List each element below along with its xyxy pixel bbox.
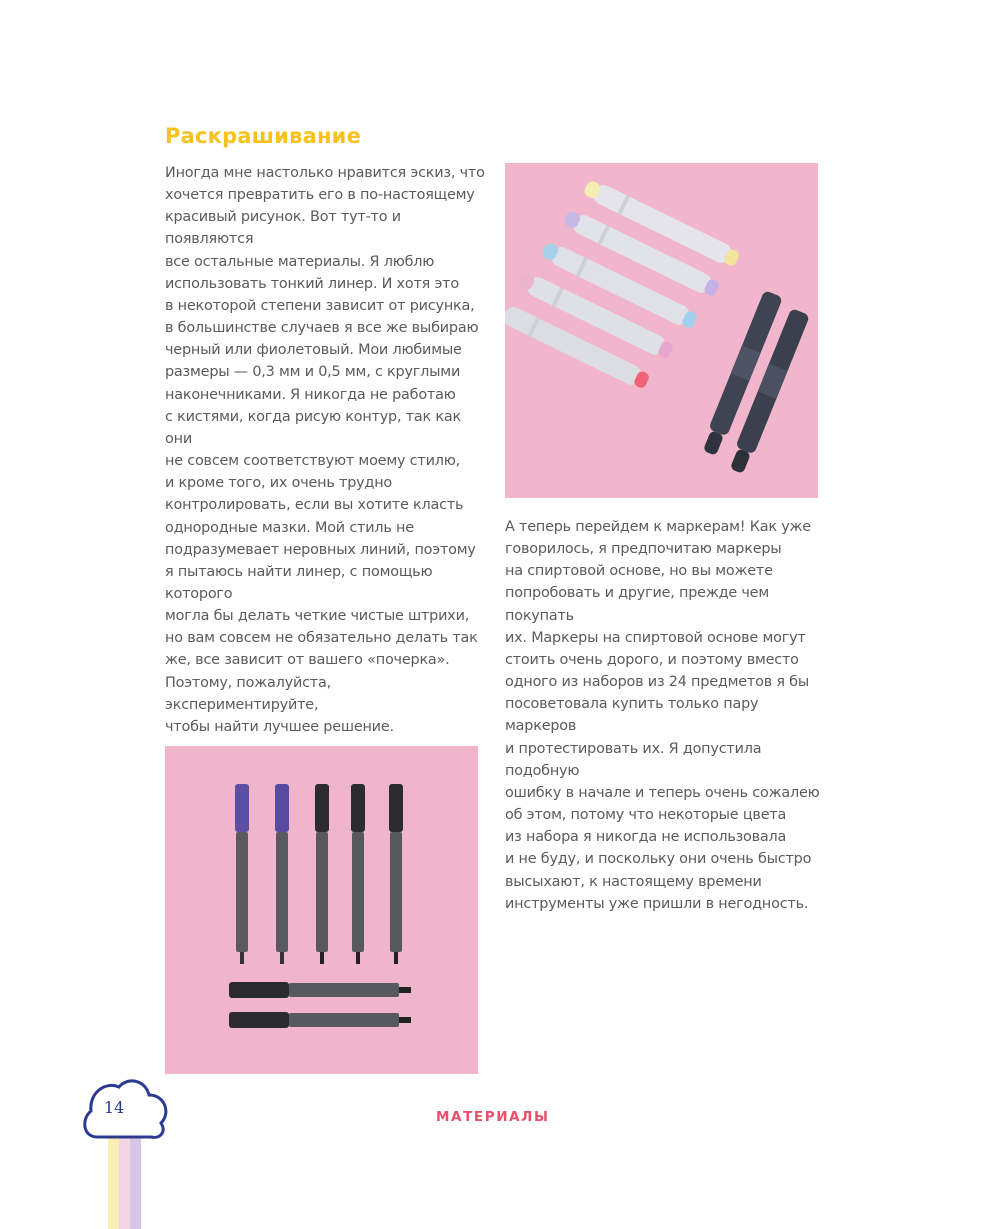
- body-paragraph-right: А теперь перейдем к маркерам! Как уже говорилось, я предпочитаю маркеры на спиртовой основе, но вы можете попробовать и другие, прежде чем покупать их. Маркеры на спиртовой основе могут стоить очень дорого, и поэтому вместо одного из наборов из 24 предметов я бы посоветовала купить только пару маркеров и протестировать их. Я допустила подобную ошибку в начале и теперь очень сожалею об этом, потому что некоторые цвета из набора я никогда не использовала и не буду, и поскольку они очень быстро высыхают, к настоящему времени инструменты уже пришли в негодность.: [505, 519, 820, 912]
- liner-horizontal-2: [229, 1012, 411, 1028]
- stripe-pink: [119, 1137, 130, 1229]
- liner-purple-1: [235, 784, 249, 964]
- liner-black-3: [389, 784, 403, 964]
- stripe-yellow: [108, 1137, 119, 1229]
- photo-alcohol-markers: [505, 163, 818, 498]
- body-paragraph-left: Иногда мне настолько нравится эскиз, что хочется превратить его в по-настоящему красивый рисунок. Вот тут-то и появляются все остальные материалы. Я люблю использовать тонкий линер. И хотя это в некоторой степени зависит от рисунка, в большинстве случаев я все же выбираю черный или фиолетовый. Мои любимые размеры — 0,3 мм и 0,5 мм, с круглыми наконечниками. Я никогда не работаю с кистями, когда рисую контур, так как они не совсем соответствуют моему стилю, и кроме того, их очень трудно контролировать, если вы хотите класть однородные мазки. Мой стиль не подразумевает неровных линий, поэтому я пытаюсь найти линер, с помощью которого могла бы делать четкие чистые штрихи, но вам совсем не обязательно делать так же, все зависит от вашего «почерка». Поэтому, пожалуйста, экспериментируйте, чтобы найти лучшее решение.: [165, 165, 485, 735]
- liner-black-2: [351, 784, 365, 964]
- section-label: МАТЕРИАЛЫ: [436, 1109, 550, 1125]
- stripe-lilac: [130, 1137, 141, 1229]
- section-heading: Раскрашивание: [165, 124, 362, 148]
- liner-horizontal-1: [229, 982, 411, 998]
- liner-black-1: [315, 784, 329, 964]
- photo-fineliners: [165, 746, 478, 1074]
- markers-illustration: [505, 163, 818, 498]
- fineliners-illustration: [165, 746, 478, 1074]
- page-number: 14: [103, 1098, 125, 1117]
- decorative-stripes: [108, 1137, 142, 1229]
- liner-purple-2: [275, 784, 289, 964]
